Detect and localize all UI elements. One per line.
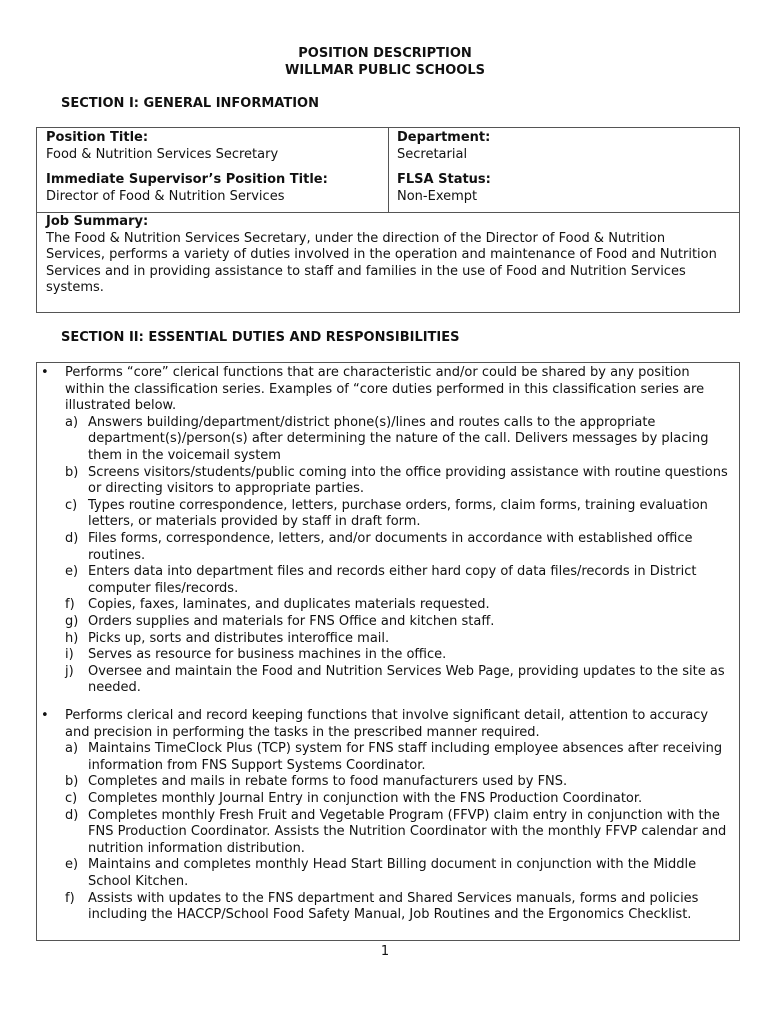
flsa-label: FLSA Status: (397, 172, 491, 187)
list-item: a) Maintains TimeClock Plus (TCP) system for FNS staff including employee absences after receiving information from FNS Support Systems Coordinator. (65, 741, 723, 773)
list-item: f) Copies, faxes, laminates, and duplicates materials requested. (65, 597, 490, 613)
duty-1-list (65, 415, 731, 697)
supervisor-label: Immediate Supervisor’s Position Title: (46, 172, 328, 187)
duty-1-text: Performs “core” clerical functions that are characteristic and/or could be shared by any position within the classification series. Examples of “core duties performed in this classification series are illustrated below. (65, 365, 705, 414)
section-1-heading: SECTION I: GENERAL INFORMATION (61, 96, 319, 111)
page-number: 1 (380, 944, 390, 959)
job-summary-label: Job Summary: (46, 214, 149, 229)
list-item: i) Serves as resource for business machines in the office. (65, 647, 447, 663)
list-item: e) Enters data into department files and records either hard copy of data files/records in District computer files/records. (65, 564, 697, 596)
column-divider (388, 128, 389, 212)
list-item: b) Screens visitors/students/public coming into the office providing assistance with routine questions or directing visitors to appropriate parties. (65, 464, 728, 497)
flsa-value: Non-Exempt (397, 188, 478, 204)
section-2-heading: SECTION II: ESSENTIAL DUTIES AND RESPONSIBILITIES (61, 330, 460, 345)
list-item: d) Files forms, correspondence, letters, and/or documents in accordance with established office routines. (65, 530, 693, 563)
list-item: h) Picks up, sorts and distributes interoffice mail. (65, 630, 390, 646)
general-info-table (36, 127, 740, 313)
job-summary-cell (46, 214, 726, 297)
list-item: g) Orders supplies and materials for FNS Office and kitchen staff. (65, 613, 495, 629)
bullet-marker: • (41, 708, 49, 723)
organization-name: WILLMAR PUBLIC SCHOOLS (285, 63, 485, 78)
list-item: b) Completes and mails in rebate forms to food manufacturers used by FNS. (65, 774, 568, 790)
department-value: Secretarial (397, 146, 468, 162)
list-item: e) Maintains and completes monthly Head Start Billing document in conjunction with the Middle School Kitchen. (65, 857, 697, 889)
list-item: j) Oversee and maintain the Food and Nutrition Services Web Page, providing updates to the site as needed. (65, 663, 725, 696)
row-divider (37, 212, 739, 213)
duty-2-text: Performs clerical and record keeping functions that involve significant detail, attention to accuracy and precision in performing the tasks in the prescribed manner required. (65, 708, 709, 740)
flsa-cell (397, 172, 732, 205)
position-title-value: Food & Nutrition Services Secretary (46, 146, 279, 162)
document-title: POSITION DESCRIPTION (298, 46, 472, 61)
supervisor-cell (46, 172, 381, 205)
department-cell (397, 130, 732, 163)
position-title-cell (46, 130, 381, 163)
duty-2-list (65, 741, 731, 924)
list-item: c) Types routine correspondence, letters, purchase orders, forms, claim forms, training evaluation letters, or materials provided by staff in draft form. (65, 497, 708, 530)
supervisor-value: Director of Food & Nutrition Services (46, 188, 285, 204)
list-item: f) Assists with updates to the FNS department and Shared Services manuals, forms and policies including the HACCP/School Food Safety Manual, Job Routines and the Ergonomics Checklist. (65, 890, 699, 923)
list-item: c) Completes monthly Journal Entry in conjunction with the FNS Production Coordinator. (65, 790, 643, 806)
department-label: Department: (397, 130, 491, 145)
job-summary-text: The Food & Nutrition Services Secretary, under the direction of the Director of Food & Nutrition Services, performs a variety of duties involved in the operation and maintenance of Food and Nutrition Services and in providing assistance to staff and families in the use of Food and Nutrition Services systems. (46, 230, 717, 296)
list-item: d) Completes monthly Fresh Fruit and Vegetable Program (FFVP) claim entry in conjunction with the FNS Production Coordinator. Assists the Nutrition Coordinator with the monthly FFVP calendar and nutrition information distribution. (65, 807, 727, 856)
duty-1 (41, 365, 731, 697)
position-title-label: Position Title: (46, 130, 149, 145)
duty-2 (41, 708, 731, 924)
list-item: a) Answers building/department/district phone(s)/lines and routes calls to the appropriate department(s)/person(s) after determining the nature of the call. Delivers messages by placing them in the voicemail system (65, 414, 709, 463)
bullet-marker: • (41, 365, 49, 380)
